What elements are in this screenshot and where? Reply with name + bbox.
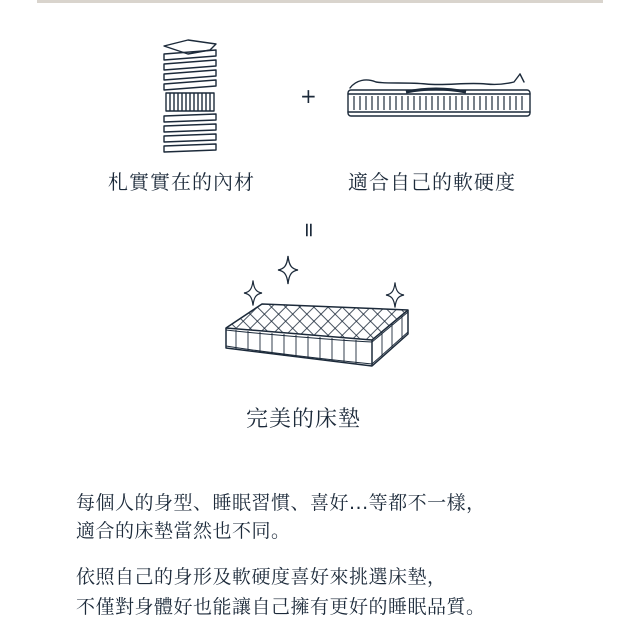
equals-symbol: = <box>297 221 322 239</box>
description-line: 每個人的身型、睡眠習慣、喜好...等都不一樣， <box>76 492 486 514</box>
person-lying-on-mattress-icon <box>346 70 532 120</box>
plus-symbol: + <box>300 84 317 108</box>
description-line: 適合的床墊當然也不同。 <box>76 520 291 542</box>
sparkle-icon <box>278 256 298 284</box>
mattress-icon <box>222 300 412 380</box>
mattress-layers-icon <box>160 38 220 158</box>
description-line: 不僅對身體好也能讓自己擁有更好的睡眠品質。 <box>76 596 486 618</box>
top-divider <box>37 0 603 3</box>
left-label: 札實實在的內材 <box>108 170 255 194</box>
right-label: 適合自己的軟硬度 <box>348 170 516 194</box>
result-label: 完美的床墊 <box>246 407 362 432</box>
description-line: 依照自己的身形及軟硬度喜好來挑選床墊， <box>76 566 447 588</box>
